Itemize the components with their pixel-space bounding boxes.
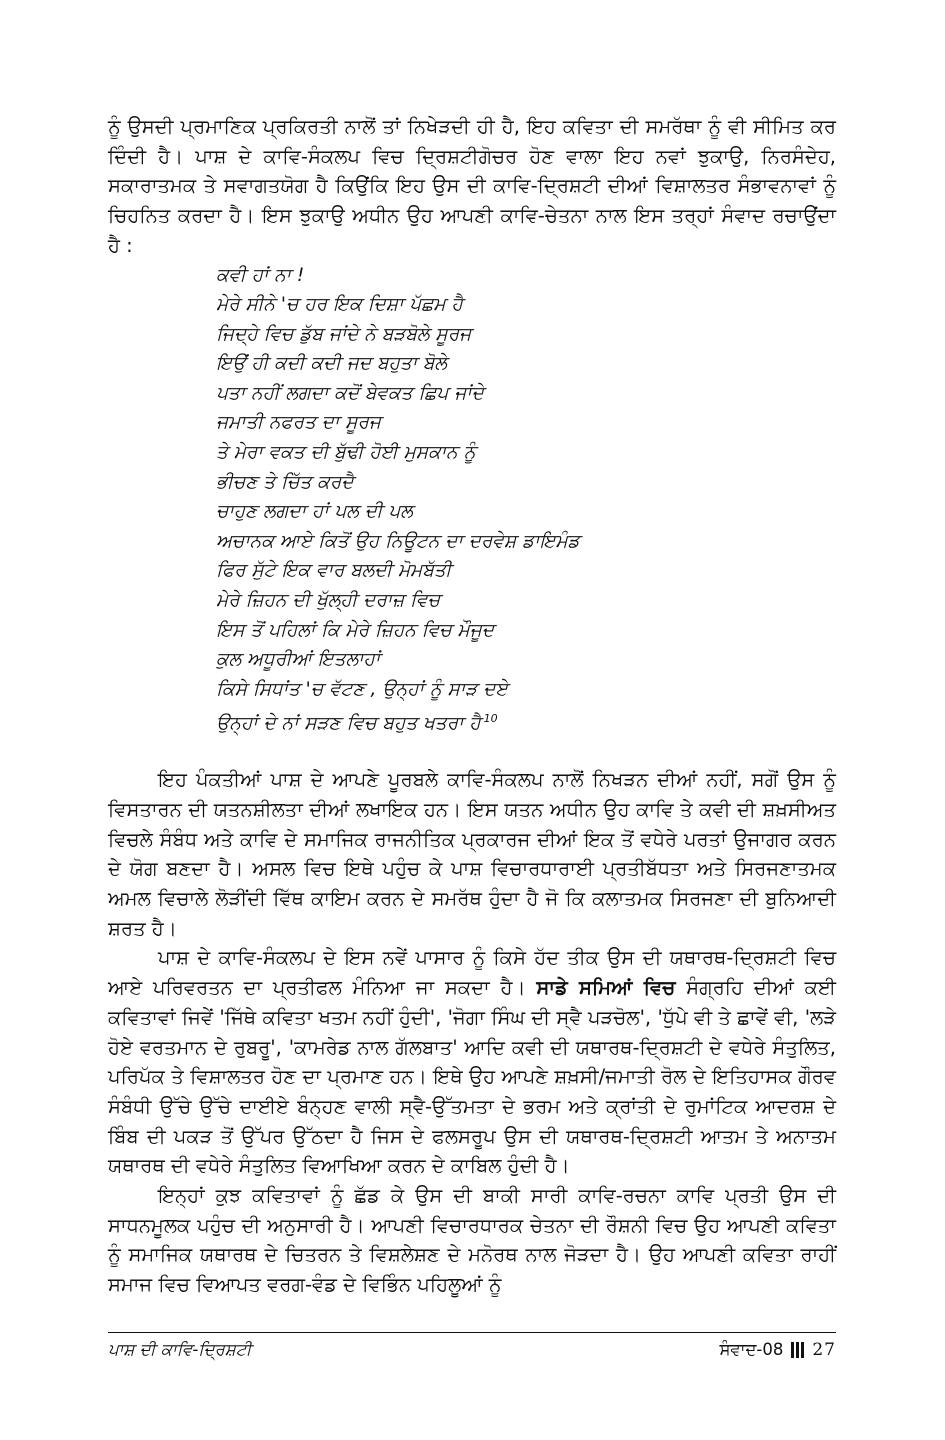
page-number: 27 [812,1340,836,1360]
poem-line: ਮੇਰੇ ਜ਼ਿਹਨ ਦੀ ਖੁੱਲ੍ਹੀ ਦਰਾਜ਼ ਵਿਚ [216,590,441,612]
running-title: ਪਾਸ਼ ਦੀ ਕਾਵਿ-ਦ੍ਰਿਸ਼ਟੀ [108,1340,252,1359]
paragraph-2: ਇਹ ਪੰਕਤੀਆਂ ਪਾਸ਼ ਦੇ ਆਪਣੇ ਪੂਰਬਲੇ ਕਾਵਿ-ਸੰਕਲਪ ਨਾਲੋਂ ਨਿਖੜਨ ਦੀਆਂ ਨਹੀਂ, ਸਗੋਂ ਉਸ ਨੂੰ ਵਿਸਤਾਰਨ ਦੀ ਯਤਨਸ਼ੀਲਤਾ ਦੀਆਂ ਲਖਾਇਕ ਹਨ। ਇਸ ਯਤਨ ਅਧੀਨ ਉਹ ਕਾਵਿ ਤੇ ਕਵੀ ਦੀ ਸ਼ਖ਼ਸੀਅਤ ਵਿਚਲੇ ਸੰਬੰਧ ਅਤੇ ਕਾਵਿ ਦੇ ਸਮਾਜਿਕ ਰਾਜਨੀਤਿਕ ਪ੍ਰਕਾਰਜ ਦੀਆਂ ਇਕ ਤੋਂ ਵਧੇਰੇ ਪਰਤਾਂ ਉਜਾਗਰ ਕਰਨ ਦੇ ਯੋਗ ਬਣਦਾ ਹੈ। ਅਸਲ ਵਿਚ ਇਥੇ ਪਹੁੰਚ ਕੇ ਪਾਸ਼ ਵਿਚਾਰਧਾਰਾਈ ਪ੍ਰਤੀਬੱਧਤਾ ਅਤੇ ਸਿਰਜਣਾਤਮਕ ਅਮਲ ਵਿਚਾਲੇ ਲੋੜੀਂਦੀ ਵਿੱਥ ਕਾਇਮ ਕਰਨ ਦੇ ਸਮਰੱਥ ਹੁੰਦਾ ਹੈ ਜੋ ਕਿ ਕਲਾਤਮਕ ਸਿਰਜਣਾ ਦੀ ਬੁਨਿਆਦੀ ਸ਼ਰਤ ਹੈ। [108,768,836,940]
poem-line: ਫਿਰ ਸੁੱਟੇ ਇਕ ਵਾਰ ਬਲਦੀ ਮੋਮਬੱਤੀ [216,560,452,582]
book-title-bold: ਸਾਡੇ ਸਮਿਆਂ ਵਿਚ [536,976,676,1000]
poem-line: ਇਸ ਤੋਂ ਪਹਿਲਾਂ ਕਿ ਮੇਰੇ ਜ਼ਿਹਨ ਵਿਚ ਮੌਜੂਦ [216,619,495,641]
poem-line: ਪਤਾ ਨਹੀਂ ਲਗਦਾ ਕਦੋਂ ਬੇਵਕਤ ਛਿਪ ਜਾਂਦੇ [216,382,484,404]
poem-line: ਕਿਸੇ ਸਿਧਾਂਤ 'ਚ ਵੱਟਣ , ਉਨ੍ਹਾਂ ਨੂੰ ਸਾੜ ਦਏ [216,678,508,700]
paragraph-4: ਇਨ੍ਹਾਂ ਕੁਝ ਕਵਿਤਾਵਾਂ ਨੂੰ ਛੱਡ ਕੇ ਉਸ ਦੀ ਬਾਕੀ ਸਾਰੀ ਕਾਵਿ-ਰਚਨਾ ਕਾਵਿ ਪ੍ਰਤੀ ਉਸ ਦੀ ਸਾਧਨਮੂਲਕ ਪਹੁੰਚ ਦੀ ਅਨੁਸਾਰੀ ਹੈ। ਆਪਣੀ ਵਿਚਾਰਧਾਰਕ ਚੇਤਨਾ ਦੀ ਰੌਸ਼ਨੀ ਵਿਚ ਉਹ ਆਪਣੀ ਕਵਿਤਾ ਨੂੰ ਸਮਾਜਿਕ ਯਥਾਰਥ ਦੇ ਚਿਤਰਨ ਤੇ ਵਿਸ਼ਲੇਸ਼ਣ ਦੇ ਮਨੋਰਥ ਨਾਲ ਜੋੜਦਾ ਹੈ। ਉਹ ਆਪਣੀ ਕਵਿਤਾ ਰਾਹੀਂ ਸਮਾਜ ਵਿਚ ਵਿਆਪਤ ਵਰਗ-ਵੰਡ ਦੇ ਵਿਭਿੰਨ ਪਹਿਲੂਆਂ ਨੂੰ [108,1184,836,1297]
paragraph-3-start: ਪਾਸ਼ ਦੇ ਕਾਵਿ-ਸੰਕਲਪ ਦੇ ਇਸ ਨਵੇਂ ਪਾਸਾਰ ਨੂੰ ਕਿਸੇ ਹੱਦ ਤੀਕ ਉਸ ਦੀ ਯਥਾਰਥ-ਦ੍ਰਿਸ਼ਟੀ ਵਿਚ ਆਏ ਪਰਿਵਰਤਨ ਦਾ ਪ੍ਰਤੀਫਲ ਮੰਨਿਆ ਜਾ ਸਕਦਾ ਹੈ। [108,946,836,1000]
poem-line: ਇਉਂ ਹੀ ਕਦੀ ਕਦੀ ਜਦ ਬਹੁਤਾ ਬੋਲੇ [216,353,447,375]
paragraph-intro: ਨੂੰ ਉਸਦੀ ਪ੍ਰਮਾਣਿਕ ਪ੍ਰਕਿਰਤੀ ਨਾਲੋਂ ਤਾਂ ਨਿਖੇੜਦੀ ਹੀ ਹੈ, ਇਹ ਕਵਿਤਾ ਦੀ ਸਮਰੱਥਾ ਨੂੰ ਵੀ ਸੀਮਿਤ ਕਰ ਦਿੰਦੀ ਹੈ। ਪਾਸ਼ ਦੇ ਕਾਵਿ-ਸੰਕਲਪ ਵਿਚ ਦ੍ਰਿਸ਼ਟੀਗੋਚਰ ਹੋਣ ਵਾਲਾ ਇਹ ਨਵਾਂ ਝੁਕਾਉ, ਨਿਰਸੰਦੇਹ, ਸਕਾਰਾਤਮਕ ਤੇ ਸਵਾਗਤਯੋਗ ਹੈ ਕਿਉਂਕਿ ਇਹ ਉਸ ਦੀ ਕਾਵਿ-ਦ੍ਰਿਸ਼ਟੀ ਦੀਆਂ ਵਿਸ਼ਾਲਤਰ ਸੰਭਾਵਨਾਵਾਂ ਨੂੰ ਚਿਹਨਿਤ ਕਰਦਾ ਹੈ। ਇਸ ਝੁਕਾਉ ਅਧੀਨ ਉਹ ਆਪਣੀ ਕਾਵਿ-ਚੇਤਨਾ ਨਾਲ ਇਸ ਤਰ੍ਹਾਂ ਸੰਵਾਦ ਰਚਾਉਂਦਾ ਹੈ : [108,115,836,257]
poem-line: ਚਾਹੁਣ ਲਗਦਾ ਹਾਂ ਪਲ ਦੀ ਪਲ [216,501,413,523]
spacer [108,739,836,765]
poem-line: ਜਮਾਤੀ ਨਫਰਤ ਦਾ ਸੂਰਜ [216,412,381,434]
page-footer [108,1340,836,1364]
poem-line-text: ਉਨ੍ਹਾਂ ਦੇ ਨਾਂ ਸੜਣ ਵਿਚ ਬਹੁਤ ਖਤਰਾ ਹੈ [216,713,481,735]
paragraph-3 [108,943,836,1181]
paragraph-3-rest: ਸੰਗ੍ਰਹਿ ਦੀਆਂ ਕਈ ਕਵਿਤਾਵਾਂ ਜਿਵੇਂ 'ਜਿੱਥੇ ਕਵਿਤਾ ਖਤਮ ਨਹੀਂ ਹੁੰਦੀ', 'ਜੋਗਾ ਸਿੰਘ ਦੀ ਸ੍ਵੈ ਪੜਚੋਲ', 'ਧੁੱਪੇ ਵੀ ਤੇ ਛਾਵੇਂ ਵੀ, 'ਲੜੇ ਹੋਏ ਵਰਤਮਾਨ ਦੇ ਰੁਬਰੂ', 'ਕਾਮਰੇਡ ਨਾਲ ਗੱਲਬਾਤ' ਆਦਿ ਕਵੀ ਦੀ ਯਥਾਰਥ-ਦ੍ਰਿਸ਼ਟੀ ਦੇ ਵਧੇਰੇ ਸੰਤੁਲਿਤ, ਪਰਿਪੱਕ ਤੇ ਵਿਸ਼ਾਲਤਰ ਹੋਣ ਦਾ ਪ੍ਰਮਾਣ ਹਨ। ਇਥੇ ਉਹ ਆਪਣੇ ਸ਼ਖ਼ਸੀ/ਜਮਾਤੀ ਰੋਲ ਦੇ ਇਤਿਹਾਸਕ ਗੌਰਵ ਸੰਬੰਧੀ ਉੱਚੇ ਉੱਚੇ ਦਾਈਏ ਬੰਨ੍ਹਣ ਵਾਲੀ ਸ੍ਵੈ-ਉੱਤਮਤਾ ਦੇ ਭਰਮ ਅਤੇ ਕ੍ਰਾਂਤੀ ਦੇ ਰੁਮਾਂਟਿਕ ਆਦਰਸ਼ ਦੇ ਬਿੰਬ ਦੀ ਪਕੜ ਤੋਂ ਉੱਪਰ ਉੱਠਦਾ ਹੈ ਜਿਸ ਦੇ ਫਲਸਰੂਪ ਉਸ ਦੀ ਯਥਾਰਥ-ਦ੍ਰਿਸ਼ਟੀ ਆਤਮ ਤੇ ਅਨਾਤਮ ਯਥਾਰਥ ਦੀ ਵਧੇਰੇ ਸੰਤੁਲਿਤ ਵਿਆਖਿਆ ਕਰਨ ਦੇ ਕਾਬਿਲ ਹੁੰਦੀ ਹੈ। [108,976,837,1178]
poem-line: ਭੀਚਣ ਤੇ ਚਿੱਤ ਕਰਦੈ [216,471,354,493]
page-body [108,112,836,1300]
poem-line: ਤੇ ਮੇਰਾ ਵਕਤ ਦੀ ਬੁੱਢੀ ਹੋਈ ਮੁਸਕਾਨ ਨੂੰ [216,442,476,464]
bars-icon [791,1342,804,1358]
poem-line: ਮੇਰੇ ਸੀਨੇ 'ਚ ਹਰ ਇਕ ਦਿਸ਼ਾ ਪੱਛਮ ਹੈ [216,294,463,316]
footer-right [719,1340,836,1360]
journal-name: ਸੰਵਾਦ-08 [719,1340,784,1359]
poem-line: ਕਵੀ ਹਾਂ ਨਾ ! [216,264,305,286]
poem-line: ਅਚਾਨਕ ਆਏ ਕਿਤੋਂ ਉਹ ਨਿਊਟਨ ਦਾ ਦਰਵੇਸ਼ ਡਾਇਮੰਡ [216,530,580,552]
poem-block [216,261,836,740]
footer-rule [108,1332,836,1333]
poem-line: ਜਿਦ੍ਹੇ ਵਿਚ ਡੁੱਬ ਜਾਂਦੇ ਨੇ ਬੜਬੋਲੇ ਸੂਰਜ [216,323,472,345]
footnote-marker: 10 [483,712,498,726]
poem-line-last [216,704,836,739]
poem-line: ਕੁਲ ਅਧੂਰੀਆਂ ਇਤਲਾਹਾਂ [216,649,380,671]
